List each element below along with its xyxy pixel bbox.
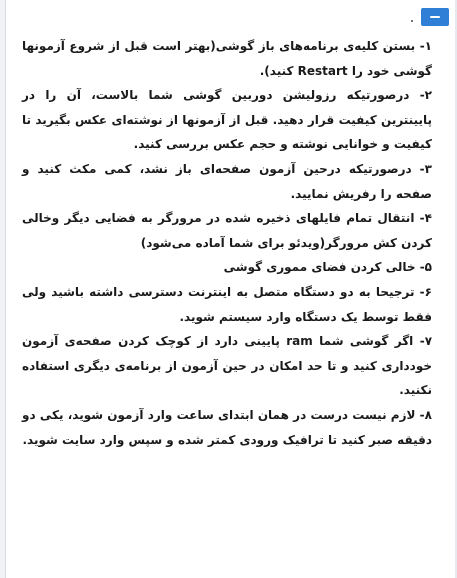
left-edge [0, 0, 6, 578]
instruction-item-7: ۷- اگر گوشی شما ram پایینی دارد از کوچک کردن صفحه‌ی آزمون خودداری کنید و تا حد امکان در حین آزمون از برنامه‌ی دیگری استفاده نکنید. [22, 334, 433, 398]
instruction-item-3: ۳- درصورتیکه درحین آزمون صفحه‌ای باز نشد، کمی مکث کنید و صفحه را رفریش نمایید. [22, 161, 432, 201]
separator-dot [411, 20, 413, 22]
minimize-icon [430, 16, 440, 18]
minimize-button[interactable] [421, 8, 449, 26]
instruction-item-5: ۵- خالی کردن فضای مموری گوشی [223, 260, 432, 275]
instruction-item-4: ۴- انتقال تمام فایلهای ذخیره شده در مرورگر به فضایی دیگر وخالی کردن کش مرورگر(ویدئو برای شما آماده می‌شود) [22, 211, 432, 250]
instructions-list [22, 34, 432, 452]
instruction-item-6: ۶- ترجیحا به دو دستگاه متصل به اینترنت دسترسی داشته باشید ولی فقط توسط یک دستگاه وارد سیستم شوید. [22, 284, 432, 324]
instruction-item-2: ۲- درصورتیکه رزولیشن دوربین گوشی شما بالاست، آن را در پایینترین کیفیت قرار دهید. قبل از آزمونها از نوشته‌ای عکس بگیرید تا کیفیت و خوانایی نوشته و حجم عکس بررسی کنید. [22, 88, 432, 152]
instruction-item-8: ۸- لازم نیست درست در همان ابتدای ساعت وارد آزمون شوید، یکی دو دقیقه صبر کنید تا ترافیک ورودی کمتر شده و سپس وارد سایت شوید. [22, 407, 432, 447]
instruction-item-1: ۱- بستن کلیه‌ی برنامه‌های باز گوشی(بهتر است قبل از شروع آزمونها گوشی خود را Restart کنید). [22, 39, 432, 78]
